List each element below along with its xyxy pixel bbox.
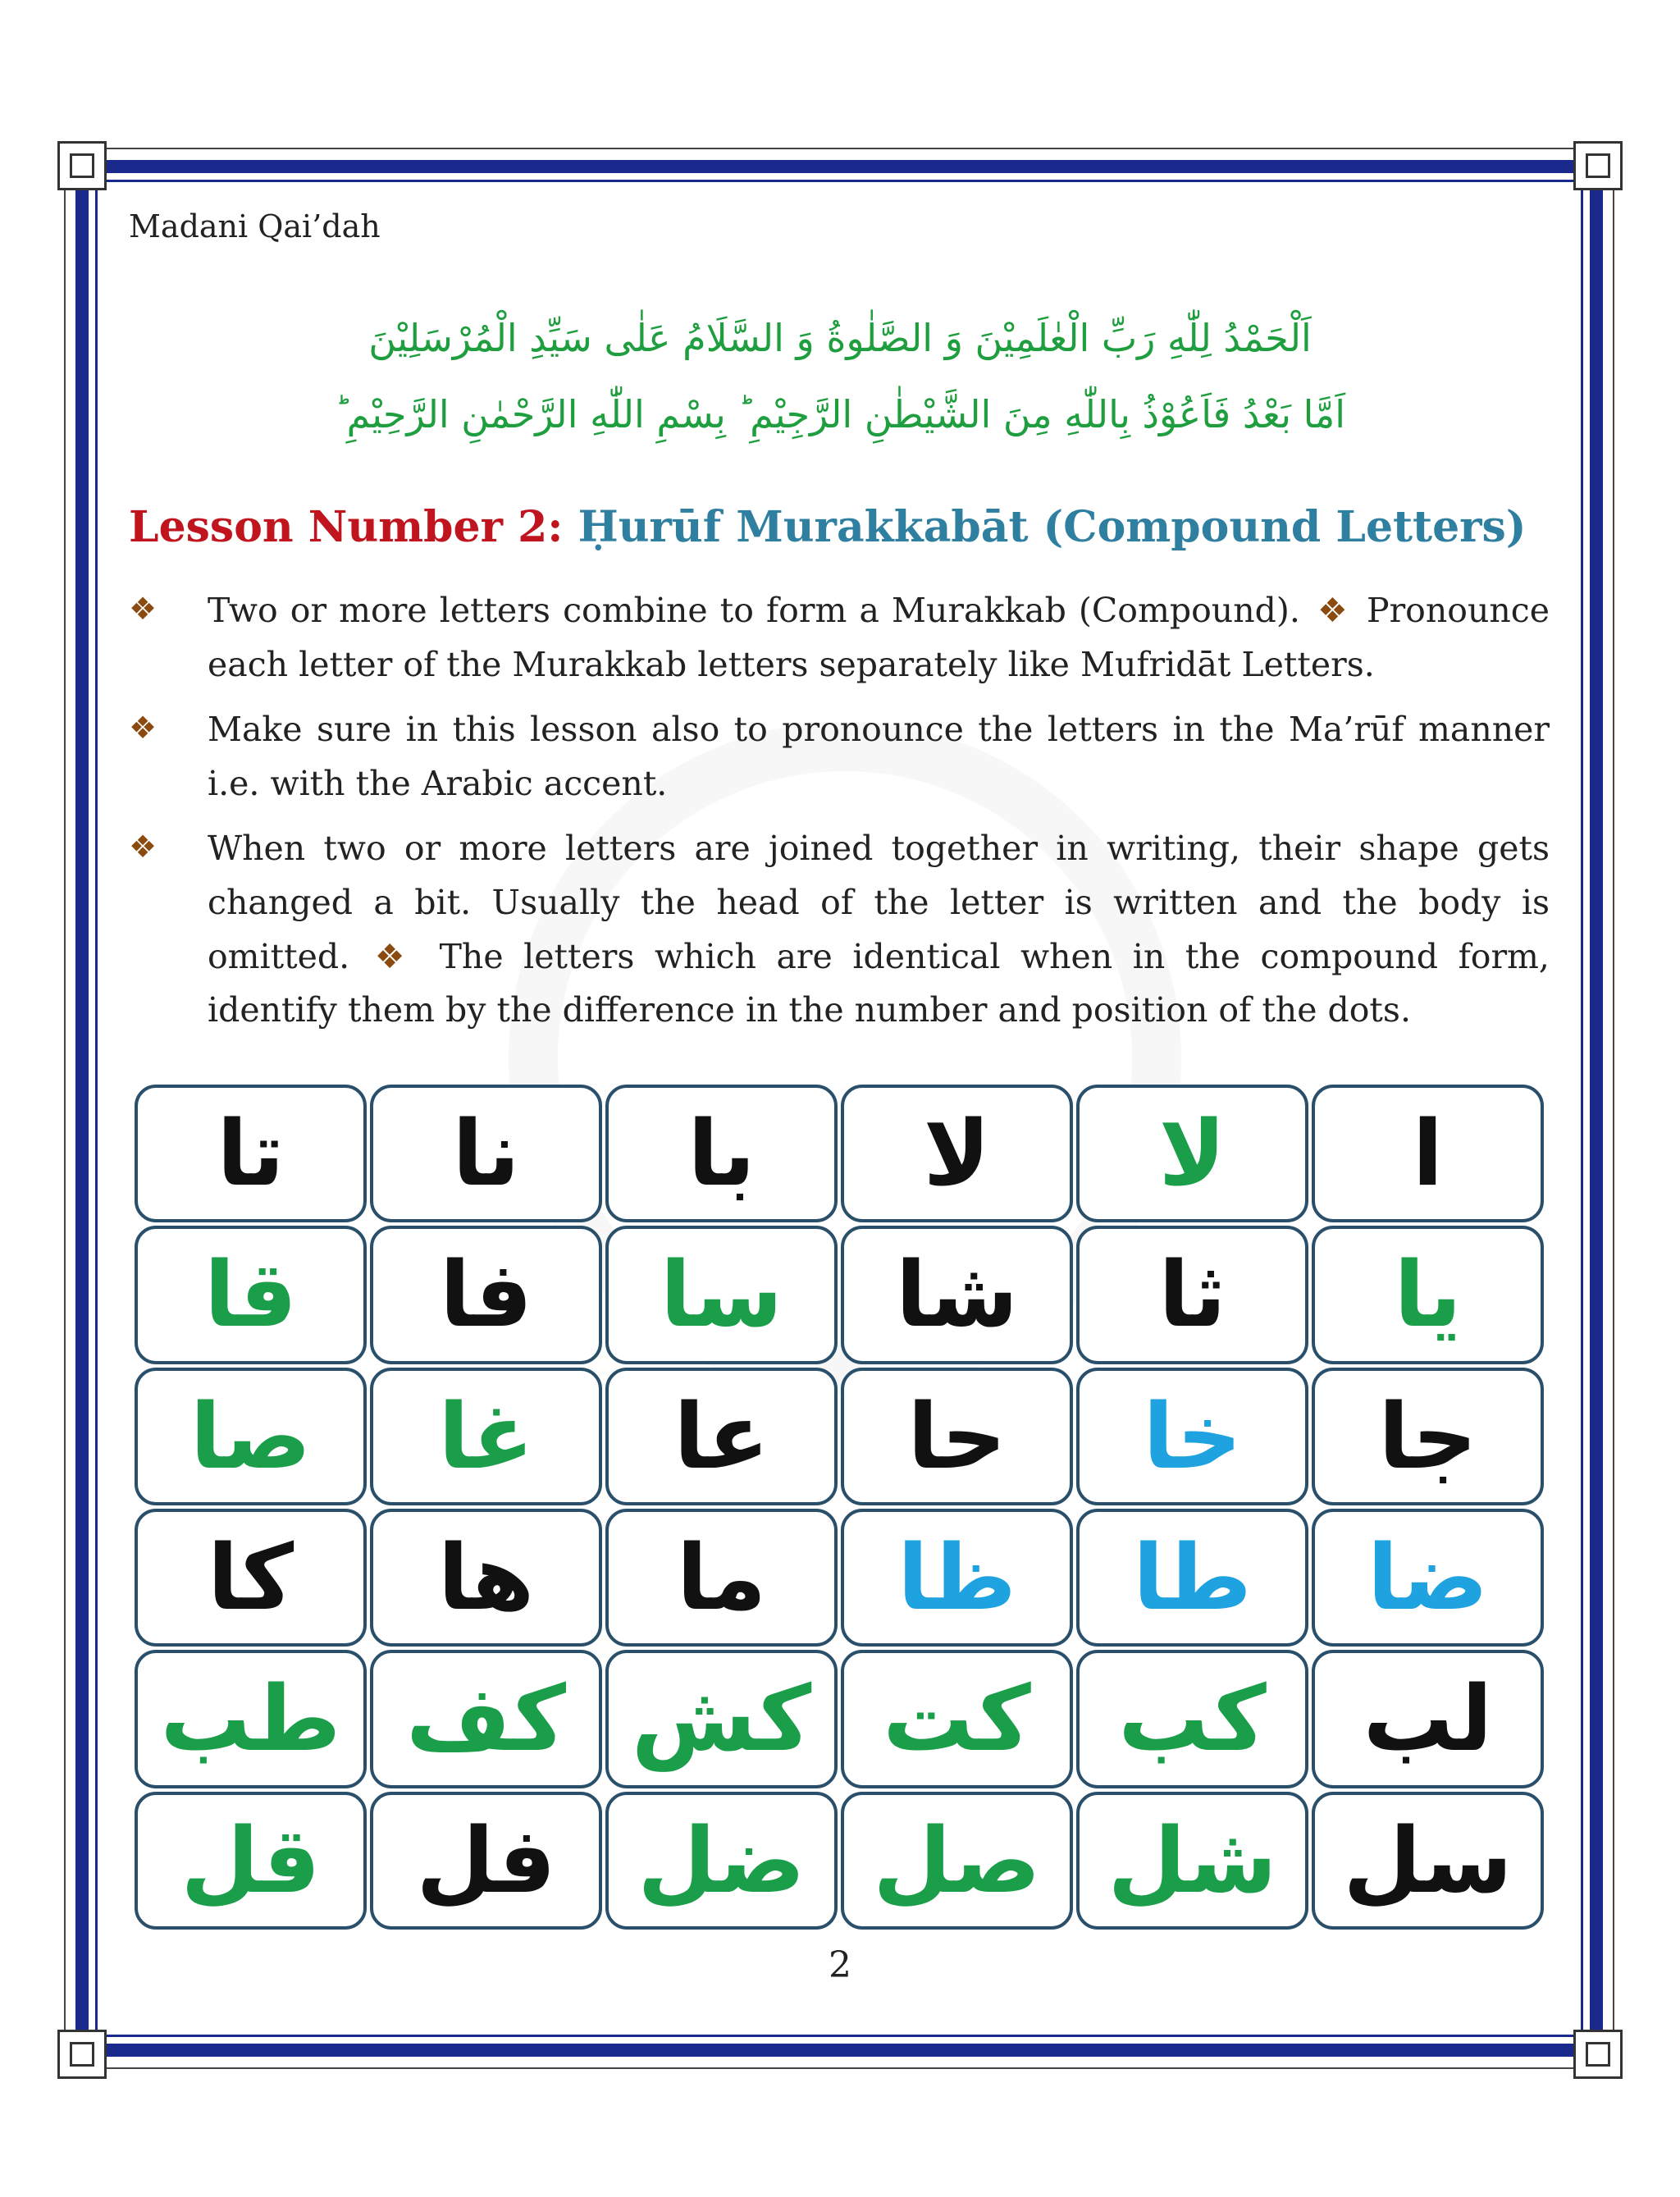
compound-letter: حا [907, 1383, 1007, 1489]
letter-card [1076, 1368, 1308, 1505]
letter-card [841, 1085, 1073, 1222]
letter-card [1312, 1368, 1544, 1505]
letter-card [1076, 1226, 1308, 1363]
letter-card [370, 1085, 602, 1222]
letter-card [1312, 1792, 1544, 1930]
letter-card [605, 1368, 838, 1505]
letter-card [135, 1509, 367, 1647]
compound-letter: كت [883, 1666, 1031, 1772]
letter-card [135, 1085, 367, 1222]
frame-corner-ornament [1573, 141, 1623, 190]
letter-card [135, 1368, 367, 1505]
compound-letter: ضل [637, 1807, 806, 1913]
instruction-item [129, 703, 1550, 811]
compound-letter: با [687, 1101, 756, 1207]
letter-card [605, 1085, 838, 1222]
letter-card [841, 1368, 1073, 1505]
letter-card [841, 1509, 1073, 1647]
instruction-item [129, 584, 1550, 692]
letter-card [1076, 1085, 1308, 1222]
compound-letter: فل [416, 1807, 556, 1913]
diamond-ornament-icon: ❖ [129, 829, 158, 866]
compound-letter: يا [1394, 1242, 1462, 1348]
compound-letter: قل [180, 1807, 321, 1913]
letter-card [605, 1509, 838, 1647]
letter-card [370, 1368, 602, 1505]
letter-grid [133, 1083, 1545, 1931]
compound-letter: ثا [1158, 1242, 1226, 1348]
invocation-line-2: اَمَّا بَعْدُ فَاَعُوْذُ بِاللّٰهِ مِنَ الشَّيْطٰنِ الرَّجِيْمِ ؕ بِسْمِ اللّٰهِ الرَّحْمٰنِ الرَّحِيْمِ ؕ [334, 392, 1346, 436]
compound-letter: صا [189, 1383, 312, 1489]
document-header-title: Madani Qai’dah [129, 208, 381, 244]
instruction-text: Two or more letters combine to form a Murakkab (Compound). [208, 591, 1300, 630]
instruction-item [129, 822, 1550, 1037]
diamond-ornament-icon: ❖ [374, 936, 415, 976]
compound-letter: سا [660, 1242, 783, 1348]
compound-letter: فا [439, 1242, 533, 1348]
letter-card [370, 1226, 602, 1363]
instruction-text: The letters which are identical when in the compound form, identify them by the difference in the number and position of the dots. [208, 936, 1550, 1030]
compound-letter: ا [1412, 1101, 1444, 1207]
diamond-ornament-icon: ❖ [129, 591, 158, 627]
page-number: 2 [829, 1944, 851, 1986]
letter-card [1076, 1650, 1308, 1788]
compound-letter: تا [217, 1101, 285, 1207]
compound-letter: لا [1158, 1101, 1226, 1207]
compound-letter: لا [923, 1101, 991, 1207]
compound-letter: ضا [1367, 1525, 1489, 1631]
letter-card [135, 1226, 367, 1363]
compound-letter: نا [452, 1101, 520, 1207]
letter-card [135, 1650, 367, 1788]
letter-card [135, 1792, 367, 1930]
diamond-ornament-icon: ❖ [129, 710, 158, 747]
compound-letter: ما [676, 1525, 767, 1631]
compound-letter: لب [1363, 1666, 1493, 1772]
letter-card [605, 1226, 838, 1363]
compound-letter: سل [1343, 1807, 1513, 1913]
instruction-list [129, 584, 1550, 1049]
lesson-heading [129, 502, 1526, 552]
compound-letter: ها [437, 1525, 535, 1631]
compound-letter: كا [207, 1525, 294, 1631]
compound-letter: شل [1107, 1807, 1277, 1913]
letter-card [370, 1792, 602, 1930]
lesson-title: Ḥurūf Murakkabāt (Compound Letters) [578, 502, 1527, 552]
compound-letter: طب [160, 1666, 341, 1772]
compound-letter: طا [1133, 1525, 1252, 1631]
compound-letter: غا [438, 1383, 534, 1489]
instruction-text: Pronounce each letter of the Murakkab letters separately like Mufridāt Letters. [208, 591, 1550, 684]
invocation-line-1: اَلْحَمْدُ لِلّٰهِ رَبِّ الْعٰلَمِيْنَ وَ الصَّلٰوةُ وَ السَّلَامُ عَلٰى سَيِّدِ الْمُرْسَلِيْنَ [368, 316, 1312, 360]
letter-card [1076, 1792, 1308, 1930]
diamond-ornament-icon: ❖ [1317, 591, 1349, 630]
frame-corner-ornament [57, 2030, 107, 2079]
compound-letter: قا [203, 1242, 298, 1348]
lesson-number-label: Lesson Number 2: [129, 502, 578, 552]
letter-card [370, 1509, 602, 1647]
letter-card [1076, 1509, 1308, 1647]
letter-card [605, 1792, 838, 1930]
frame-corner-ornament [57, 141, 107, 190]
letter-card [370, 1650, 602, 1788]
letter-card [1312, 1509, 1544, 1647]
compound-letter: خا [1143, 1383, 1242, 1489]
letter-card [1312, 1085, 1544, 1222]
compound-letter: عا [673, 1383, 769, 1489]
letter-card [841, 1792, 1073, 1930]
instruction-text: Make sure in this lesson also to pronounce the letters in the Ma’rūf manner i.e. with the Arabic accent. [208, 710, 1550, 803]
frame-corner-ornament [1573, 2030, 1623, 2079]
compound-letter: جا [1378, 1383, 1477, 1489]
letter-card [1312, 1650, 1544, 1788]
compound-letter: كب [1118, 1666, 1267, 1772]
compound-letter: ظا [897, 1525, 1016, 1631]
compound-letter: صل [873, 1807, 1041, 1913]
compound-letter: شا [895, 1242, 1019, 1348]
compound-letter: كش [631, 1666, 812, 1772]
compound-letter: كف [406, 1666, 566, 1772]
letter-card [841, 1650, 1073, 1788]
letter-card [841, 1226, 1073, 1363]
instruction-text: When two or more letters are joined together in writing, their shape gets changed a bit. Usually the head of the letter is written and the body is omitted. [208, 829, 1550, 976]
letter-card [1312, 1226, 1544, 1363]
letter-card [605, 1650, 838, 1788]
